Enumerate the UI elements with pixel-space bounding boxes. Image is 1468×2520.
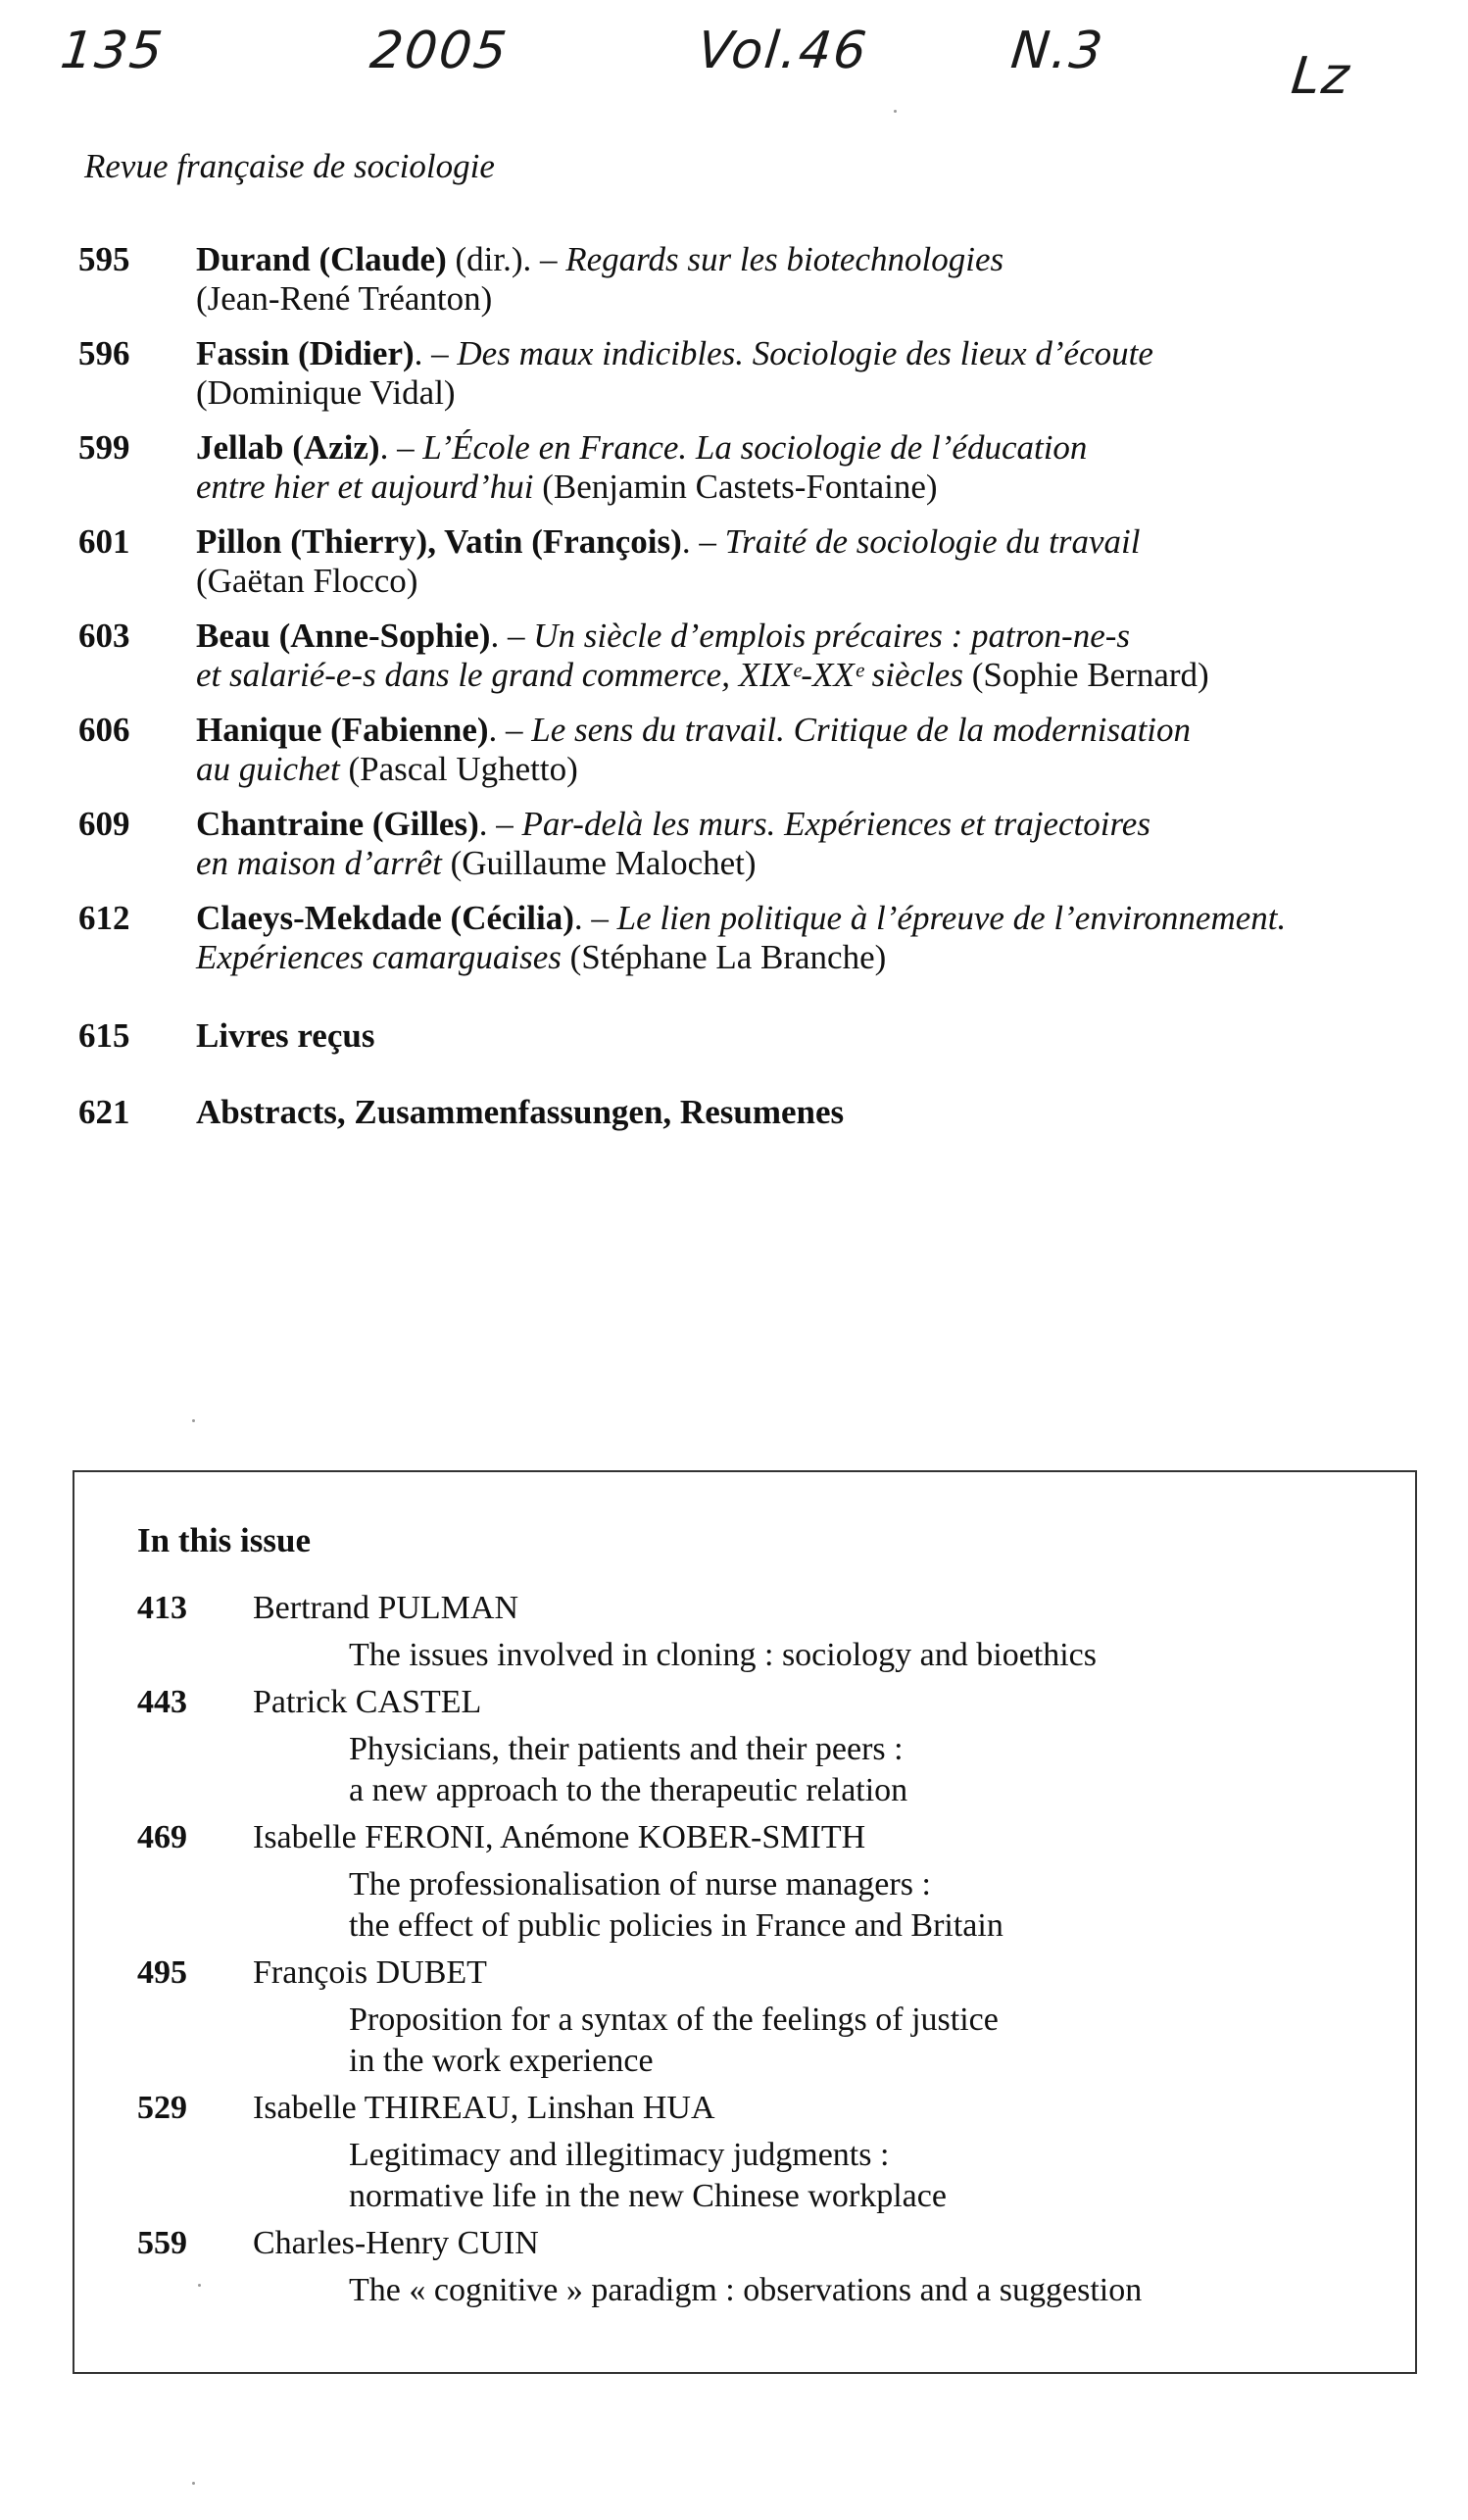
- entry-title: Le sens du travail. Critique de la modernisation: [531, 711, 1192, 749]
- toc-entry: [78, 428, 1431, 507]
- page-number: 612: [78, 899, 130, 937]
- page-number: 559: [137, 2225, 187, 2261]
- toc-entry: [78, 711, 1431, 789]
- toc-entry: [78, 240, 1431, 319]
- page-number: 495: [137, 1954, 187, 1991]
- handwritten-volume: Vol.46: [694, 22, 871, 80]
- entry-title-cont: et salarié-e-s dans le grand commerce, XIXᵉ-XXᵉ siècles: [196, 656, 963, 694]
- entry-author: Beau (Anne-Sophie): [196, 617, 491, 655]
- section-label: Abstracts, Zusammenfassungen, Resumenes: [196, 1093, 845, 1131]
- page-number: 599: [78, 428, 130, 467]
- article-item: [137, 1952, 1392, 2082]
- page-number: 609: [78, 805, 130, 843]
- entry-title: Un siècle d’emplois précaires : patron-ne-s: [533, 617, 1131, 655]
- article-authors: François DUBET: [253, 1954, 487, 1991]
- article-authors: Charles-Henry CUIN: [253, 2225, 539, 2261]
- entry-sep: . –: [414, 334, 458, 372]
- page-number: 413: [137, 1590, 187, 1626]
- page-number: 603: [78, 617, 130, 655]
- page-number: 601: [78, 522, 130, 561]
- article-title-cont: in the work experience: [349, 2043, 654, 2079]
- box-heading: In this issue: [137, 1521, 312, 1559]
- article-title: Legitimacy and illegitimacy judgments :: [349, 2137, 890, 2173]
- article-title: Physicians, their patients and their peers :: [349, 1731, 904, 1767]
- entry-sep: . –: [573, 899, 617, 937]
- entry-title: Des maux indicibles. Sociologie des lieux d’écoute: [457, 334, 1153, 372]
- entry-title: Par-delà les murs. Expériences et trajectoires: [521, 805, 1150, 843]
- entry-author: Fassin (Didier): [196, 334, 415, 372]
- entry-sep: . –: [478, 805, 522, 843]
- article-title: The issues involved in cloning : sociology and bioethics: [349, 1637, 1098, 1673]
- article-title: Proposition for a syntax of the feelings of justice: [349, 2001, 999, 2038]
- article-authors: Isabelle THIREAU, Linshan HUA: [253, 2090, 715, 2126]
- article-authors: Patrick CASTEL: [253, 1684, 482, 1720]
- entry-reviewer: (Stéphane La Branche): [569, 938, 887, 976]
- entry-reviewer: (Gaëtan Flocco): [196, 562, 418, 600]
- page-number: 443: [137, 1684, 187, 1720]
- toc-entry: [78, 805, 1431, 883]
- entry-title: Traité de sociologie du travail: [724, 522, 1141, 561]
- article-authors: Bertrand PULMAN: [253, 1590, 519, 1626]
- article-item: [137, 1682, 1392, 1811]
- in-this-issue-box: [73, 1470, 1417, 2374]
- article-list: [137, 1588, 1392, 2317]
- page-number: 529: [137, 2090, 187, 2126]
- scan-speck: [192, 2482, 195, 2485]
- page-number: 469: [137, 1819, 187, 1855]
- article-authors: Isabelle FERONI, Anémone KOBER-SMITH: [253, 1819, 866, 1855]
- entry-title-cont: Expériences camarguaises: [196, 938, 562, 976]
- entry-reviewer: (Dominique Vidal): [196, 373, 456, 412]
- entry-reviewer: (Jean-René Tréanton): [196, 279, 493, 318]
- article-title: The « cognitive » paradigm : observations and a suggestion: [349, 2272, 1143, 2308]
- page-number: 621: [78, 1093, 130, 1131]
- entry-author: Claeys-Mekdade (Cécilia): [196, 899, 574, 937]
- entry-reviewer: (Sophie Bernard): [971, 656, 1209, 694]
- entry-sep: (dir.). –: [446, 240, 566, 278]
- toc-entry: [78, 334, 1431, 413]
- entry-reviewer: (Pascal Ughetto): [348, 750, 578, 788]
- handwritten-mark: Lz: [1288, 47, 1354, 106]
- entry-author: Durand (Claude): [196, 240, 447, 278]
- entry-author: Pillon (Thierry), Vatin (François): [196, 522, 682, 561]
- entry-title-cont: au guichet: [196, 750, 340, 788]
- article-item: [137, 2223, 1392, 2311]
- entry-title: Le lien politique à l’épreuve de l’environnement.: [616, 899, 1287, 937]
- handwritten-number: 135: [57, 22, 168, 80]
- toc-entry-books-received: [78, 1016, 1431, 1056]
- toc-entry-abstracts: [78, 1093, 1431, 1132]
- entry-sep: . –: [681, 522, 725, 561]
- entry-title-cont: entre hier et aujourd’hui: [196, 468, 534, 506]
- toc-entry: [78, 899, 1431, 977]
- page-number: 596: [78, 334, 130, 372]
- handwritten-issue: N.3: [1007, 22, 1107, 80]
- toc-entry: [78, 617, 1431, 695]
- entry-sep: . –: [490, 617, 534, 655]
- article-item: [137, 1817, 1392, 1947]
- toc-entry: [78, 522, 1431, 601]
- article-title-cont: the effect of public policies in France and Britain: [349, 1907, 1003, 1944]
- table-of-contents: [78, 240, 1431, 1169]
- scan-speck: [198, 2284, 201, 2287]
- page-number: 606: [78, 711, 130, 749]
- entry-sep: . –: [488, 711, 532, 749]
- journal-title: Revue française de sociologie: [84, 147, 495, 185]
- handwritten-year: 2005: [367, 22, 512, 80]
- page-number: 595: [78, 240, 130, 278]
- article-title-cont: a new approach to the therapeutic relation: [349, 1772, 908, 1808]
- section-label: Livres reçus: [196, 1016, 375, 1055]
- entry-reviewer: (Guillaume Malochet): [450, 844, 757, 882]
- entry-sep: . –: [379, 428, 423, 467]
- entry-title-cont: en maison d’arrêt: [196, 844, 442, 882]
- article-item: [137, 2088, 1392, 2217]
- scan-speck: [192, 1419, 195, 1422]
- article-title: The professionalisation of nurse managers :: [349, 1866, 931, 1902]
- entry-title: Regards sur les biotechnologies: [565, 240, 1004, 278]
- page-number: 615: [78, 1016, 130, 1055]
- article-item: [137, 1588, 1392, 1676]
- scan-speck: [894, 110, 897, 113]
- article-title-cont: normative life in the new Chinese workplace: [349, 2178, 947, 2214]
- entry-author: Jellab (Aziz): [196, 428, 380, 467]
- entry-author: Hanique (Fabienne): [196, 711, 489, 749]
- entry-title: L’École en France. La sociologie de l’éducation: [422, 428, 1088, 467]
- entry-author: Chantraine (Gilles): [196, 805, 479, 843]
- entry-reviewer: (Benjamin Castets-Fontaine): [542, 468, 938, 506]
